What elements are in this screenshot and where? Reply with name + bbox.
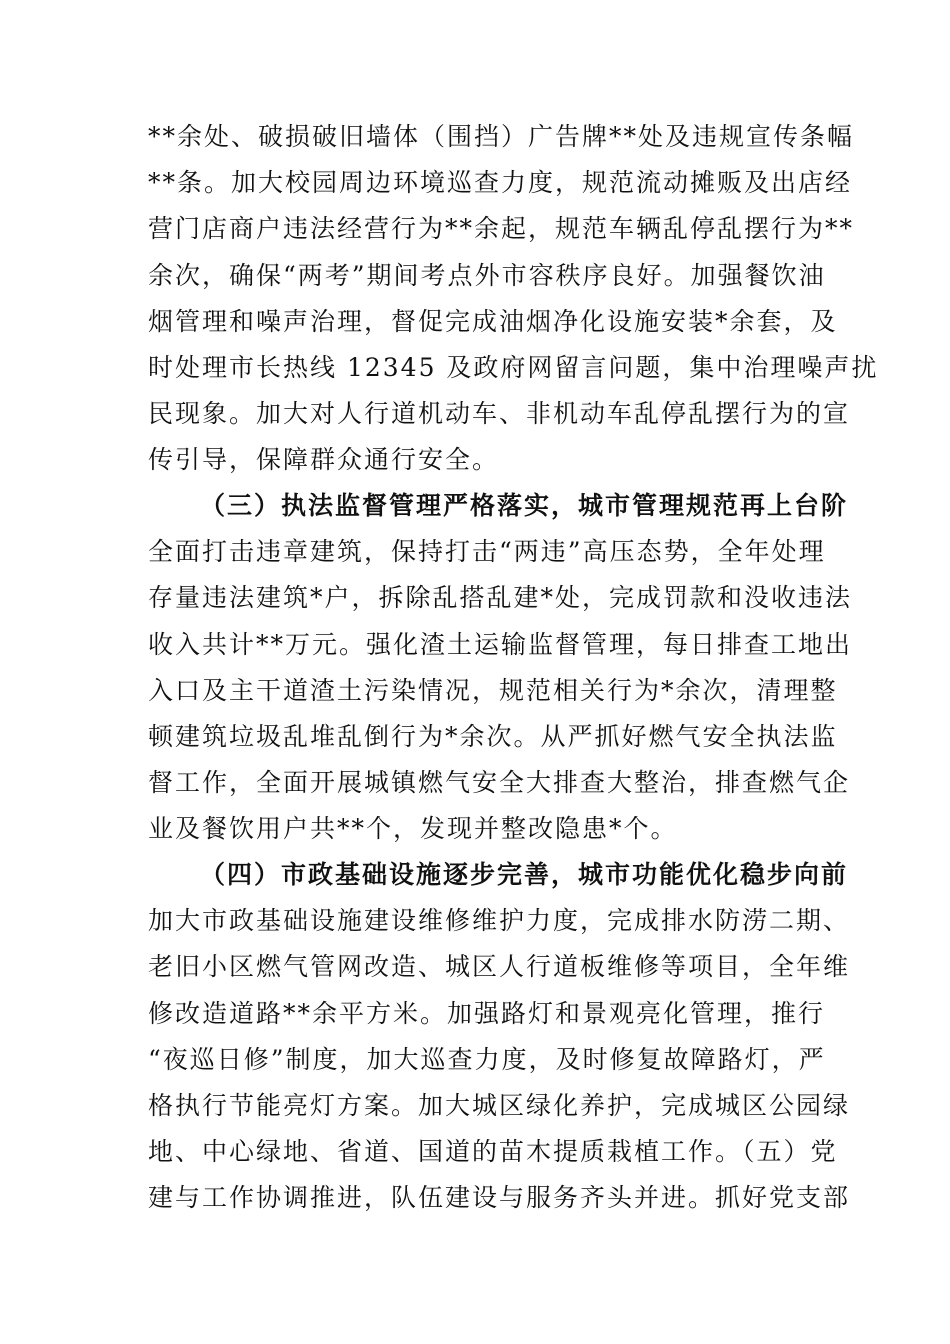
section-heading: （四）市政基础设施逐步完善，城市功能优化稳步向前 (200, 860, 849, 889)
text-line: 建与工作协调推进，队伍建设与服务齐头并进。抓好党支部 (148, 1183, 851, 1213)
text-line: 格执行节能亮灯方案。加大城区绿化养护，完成城区公园绿 (148, 1090, 851, 1120)
text-line: 收入共计**万元。强化渣土运输监督管理，每日排查工地出 (148, 629, 853, 659)
text-line: **条。加大校园周边环境巡查力度，规范流动摊贩及出店经 (148, 168, 853, 198)
text-line: 时处理市长热线 12345 及政府网留言问题，集中治理噪声扰 (148, 352, 879, 382)
section-heading: （三）执法监督管理严格落实，城市管理规范再上台阶 (200, 491, 849, 520)
text-line: 烟管理和噪声治理，督促完成油烟净化设施安装*余套，及 (148, 306, 838, 336)
text-line: 老旧小区燃气管网改造、城区人行道板维修等项目，全年维 (148, 952, 851, 982)
section-law-enforcement (148, 483, 853, 853)
text-line: 地、中心绿地、省道、国道的苗木提质栽植工作。（五）党 (148, 1137, 838, 1167)
text-line: 顿建筑垃圾乱堆乱倒行为*余次。从严抓好燃气安全执法监 (148, 721, 838, 751)
text-line: 营门店商户违法经营行为**余起，规范车辆乱停乱摆行为** (148, 214, 855, 244)
text-line: “夜巡日修”制度，加大巡查力度，及时修复故障路灯，严 (148, 1044, 826, 1074)
text-line: 业及餐饮用户共**个，发现并整改隐患*个。 (148, 814, 678, 844)
text-line: 余次，确保“两考”期间考点外市容秩序良好。加强餐饮油 (148, 260, 826, 290)
paragraph-market-order (148, 114, 879, 484)
text-line: 督工作，全面开展城镇燃气安全大排查大整治，排查燃气企 (148, 768, 851, 798)
text-line: 加大市政基础设施建设维修维护力度，完成排水防涝二期、 (148, 906, 851, 936)
text-line: 民现象。加大对人行道机动车、非机动车乱停乱摆行为的宣 (148, 399, 851, 429)
text-line: 传引导，保障群众通行安全。 (148, 445, 500, 475)
text-line: 存量违法建筑*户，拆除乱搭乱建*处，完成罚款和没收违法 (148, 583, 853, 613)
text-line: **余处、破损破旧墙体（围挡）广告牌**处及违规宣传条幅 (148, 122, 855, 151)
text-line: 修改造道路**余平方米。加强路灯和景观亮化管理，推行 (148, 998, 826, 1028)
text-line: 全面打击违章建筑，保持打击“两违”高压态势，全年处理 (148, 537, 826, 567)
text-line: 入口及主干道渣土污染情况，规范相关行为*余次，清理整 (148, 675, 838, 705)
section-municipal-infrastructure (148, 852, 851, 1222)
